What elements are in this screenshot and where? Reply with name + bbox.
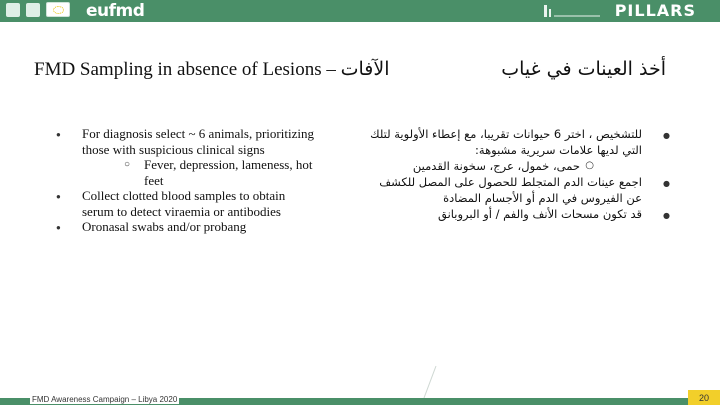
- sub-list-item: ○ Fever, depression, lameness, hot feet: [82, 157, 318, 188]
- list-item: [56, 219, 318, 235]
- list-item-text: قد تكون مسحات الأنف والفم / أو البروبانق: [437, 207, 642, 221]
- list-item: [56, 126, 318, 188]
- top-banner: [0, 0, 720, 22]
- list-item-text: For diagnosis select ~ 6 animals, prioritizing those with suspicious clinical signs: [82, 126, 314, 157]
- partner-logo-icon: [26, 3, 40, 17]
- english-bullet-list: [56, 126, 318, 235]
- arabic-bullet-list: [370, 126, 670, 222]
- fao-logo-icon: [6, 3, 20, 17]
- pillars-logo: PILLARS: [614, 1, 696, 20]
- list-item: [370, 174, 670, 206]
- footer-campaign: FMD Awareness Campaign – Libya 2020: [32, 395, 178, 404]
- list-item: [56, 188, 318, 219]
- list-item-text: للتشخيص ، اختر 6 حيوانات تقريبا، مع إعطاء الأولوية لتلك التي لديها علامات سريرية مشبوهة:: [370, 127, 642, 157]
- list-item-text: اجمع عينات الدم المتجلط للحصول على المصل للكشف عن الفيروس في الدم أو الأجسام المضادة: [379, 175, 642, 205]
- partner-logos-left: [6, 2, 70, 17]
- slide-title-arabic: أخذ العينات في غياب: [501, 58, 666, 80]
- partner-logos-right: [542, 3, 602, 19]
- list-item-text: Collect clotted blood samples to obtain serum to detect viraemia or antibodies: [82, 188, 286, 219]
- list-item: [370, 206, 670, 222]
- decorative-line-icon: [420, 360, 460, 400]
- sub-list-item: ○ حمى، خمول، عرج، سخونة القدمين: [370, 158, 642, 174]
- list-item-text: Oronasal swabs and/or probang: [82, 219, 247, 234]
- list-item: [370, 126, 670, 174]
- institution-logo-icon: [542, 3, 602, 19]
- page-number-badge: 20: [688, 390, 720, 405]
- slide-title-english: FMD Sampling in absence of Lesions – الآفات: [34, 59, 390, 80]
- eu-flag-icon: [46, 2, 70, 17]
- eufmd-logo: eufmd: [86, 1, 145, 21]
